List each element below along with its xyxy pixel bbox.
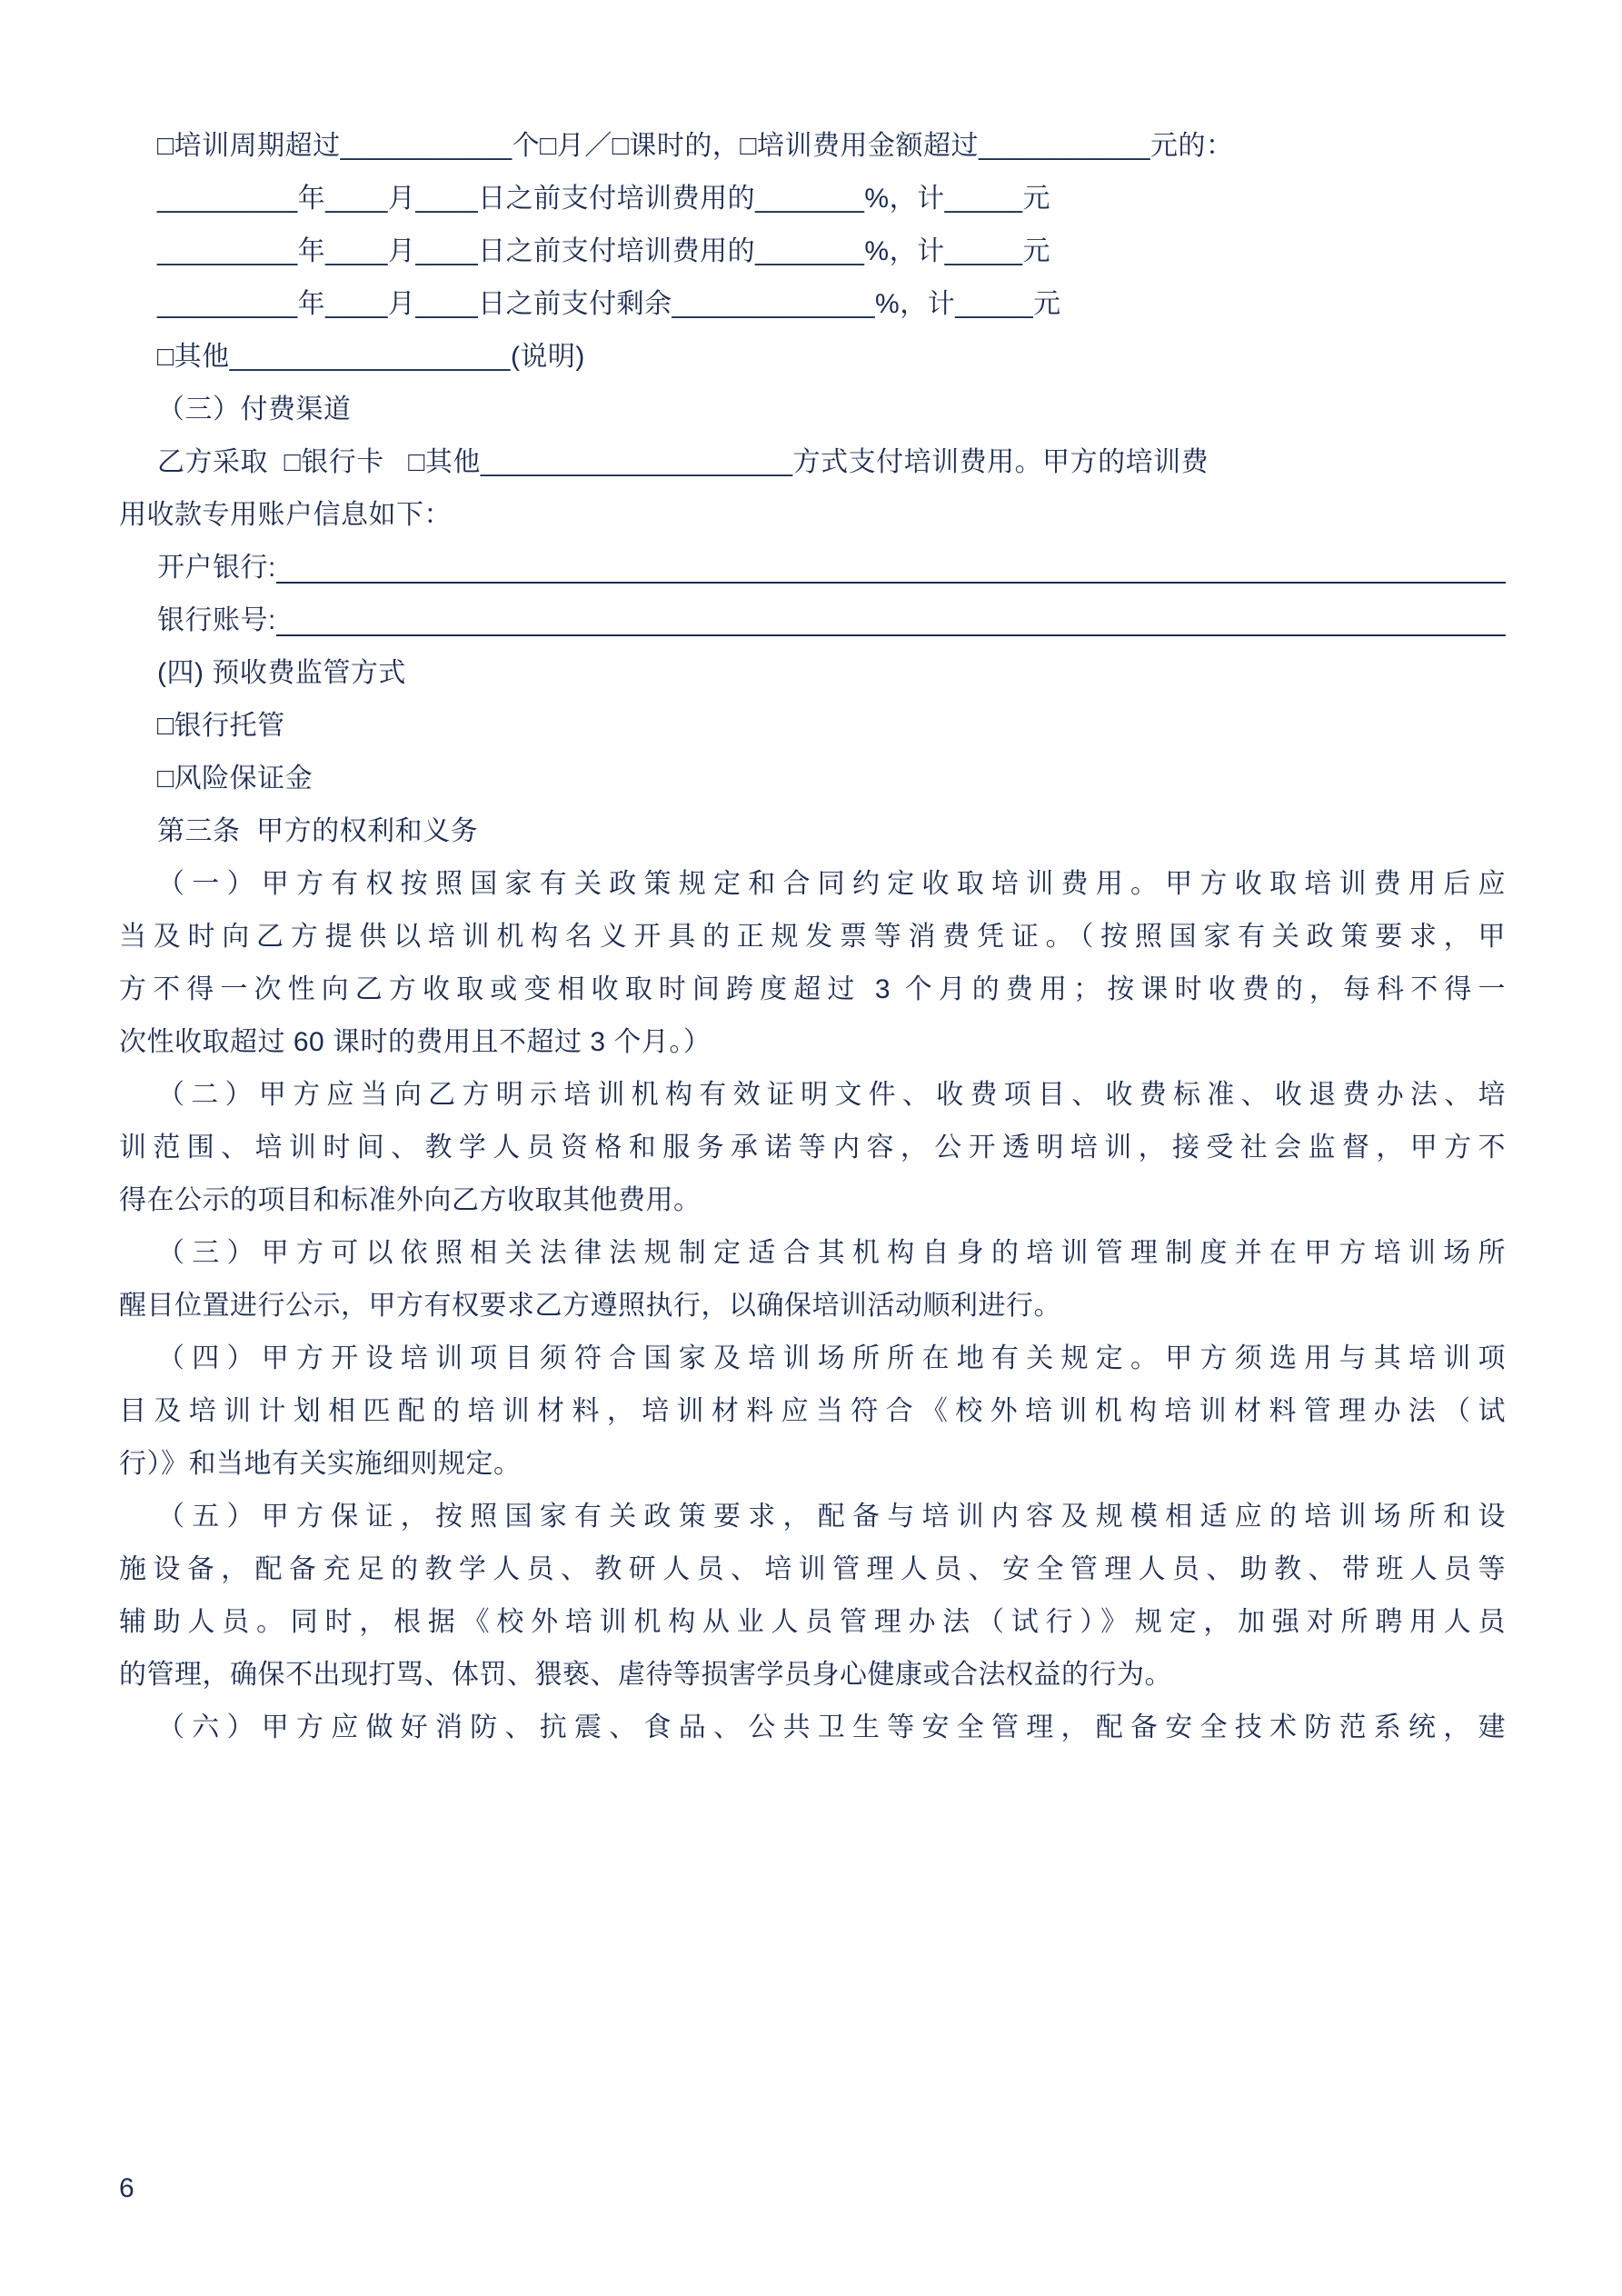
other-payment-option-line: □其他__________________(说明) bbox=[157, 342, 585, 372]
payment-account-intro-line: 用收款专用账户信息如下： bbox=[119, 500, 452, 530]
clause-4-line-2: 目及培训计划相匹配的培训材料，培训材料应当符合《校外培训机构培训材料管理办法（试 bbox=[119, 1396, 1506, 1426]
bank-account-blank-underline bbox=[276, 634, 1506, 636]
bank-account-label: 银行账号: bbox=[157, 605, 276, 635]
clause-4-line-1: （四）甲方开设培训项目须符合国家及培训场所所在地有关规定。甲方须选用与其培训项 bbox=[157, 1343, 1506, 1373]
clause-1-line-4: 次性收取超过 60 课时的费用且不超过 3 个月。） bbox=[119, 1027, 711, 1057]
clause-4-line-3: 行）》和当地有关实施细则规定。 bbox=[119, 1449, 522, 1479]
document-body bbox=[119, 120, 1506, 1754]
clause-2-line-1: （二）甲方应当向乙方明示培训机构有效证明文件、收费项目、收费标准、收退费办法、培 bbox=[157, 1080, 1506, 1110]
option-risk-deposit: □风险保证金 bbox=[157, 764, 313, 794]
clause-5-line-1: （五）甲方保证，按照国家有关政策要求，配备与培训内容及规模相适应的培训场所和设 bbox=[157, 1502, 1506, 1532]
installment-payment-line-3: _________年____月____日之前支付剩余_____________%，计_____元 bbox=[157, 289, 1061, 319]
clause-1-line-2: 当及时向乙方提供以培训机构名义开具的正规发票等消费凭证。（按照国家有关政策要求，甲 bbox=[119, 922, 1506, 952]
clause-3-line-2: 醒目位置进行公示，甲方有权要求乙方遵照执行，以确保培训活动顺利进行。 bbox=[119, 1291, 1061, 1321]
clause-1-line-1: （一）甲方有权按照国家有关政策规定和合同约定收取培训费用。甲方收取培训费用后应 bbox=[157, 869, 1506, 899]
clause-6-line-1: （六）甲方应做好消防、抗震、食品、公共卫生等安全管理，配备安全技术防范系统，建 bbox=[157, 1712, 1506, 1742]
section-heading-payment-channel: （三）付费渠道 bbox=[157, 394, 352, 424]
bank-account-field bbox=[119, 594, 1506, 647]
installment-payment-line-1: _________年____月____日之前支付培训费用的_______%，计_____元 bbox=[157, 184, 1051, 214]
clause-1-line-3: 方不得一次性向乙方收取或变相收取时间跨度超过 3 个月的费用；按课时收费的，每科不得一 bbox=[119, 974, 1506, 1004]
clause-2-line-3: 得在公示的项目和标准外向乙方收取其他费用。 bbox=[119, 1185, 702, 1215]
page-number: 6 bbox=[119, 2173, 134, 2203]
clause-5-line-3: 辅助人员。同时，根据《校外培训机构从业人员管理办法（试行）》规定，加强对所聘用人员 bbox=[119, 1607, 1506, 1637]
installment-payment-line-2: _________年____月____日之前支付培训费用的_______%，计_____元 bbox=[157, 236, 1051, 266]
clause-5-line-4: 的管理，确保不出现打骂、体罚、猥亵、虐待等损害学员身心健康或合法权益的行为。 bbox=[119, 1660, 1172, 1690]
clause-3-line-1: （三）甲方可以依照相关法律法规制定适合其机构自身的培训管理制度并在甲方培训场所 bbox=[157, 1238, 1506, 1268]
bank-name-label: 开户银行: bbox=[157, 553, 276, 583]
payment-method-line: 乙方采取 □银行卡 □其他____________________方式支付培训费用。甲方的培训费 bbox=[157, 447, 1209, 477]
clause-2-line-2: 训范围、培训时间、教学人员资格和服务承诺等内容，公开透明培训，接受社会监督，甲方不 bbox=[119, 1133, 1506, 1163]
option-bank-custody: □银行托管 bbox=[157, 711, 285, 741]
article-3-heading: 第三条 甲方的权利和义务 bbox=[157, 816, 479, 846]
clause-5-line-2: 施设备，配备充足的教学人员、教研人员、培训管理人员、安全管理人员、助教、带班人员等 bbox=[119, 1554, 1506, 1584]
bank-name-blank-underline bbox=[276, 582, 1506, 584]
training-period-threshold-line: □培训周期超过___________个□月／□课时的，□培训费用金额超过___________元的： bbox=[157, 131, 1234, 161]
bank-name-field bbox=[119, 542, 1506, 594]
section-heading-prepaid-supervision: (四) 预收费监管方式 bbox=[157, 658, 406, 688]
